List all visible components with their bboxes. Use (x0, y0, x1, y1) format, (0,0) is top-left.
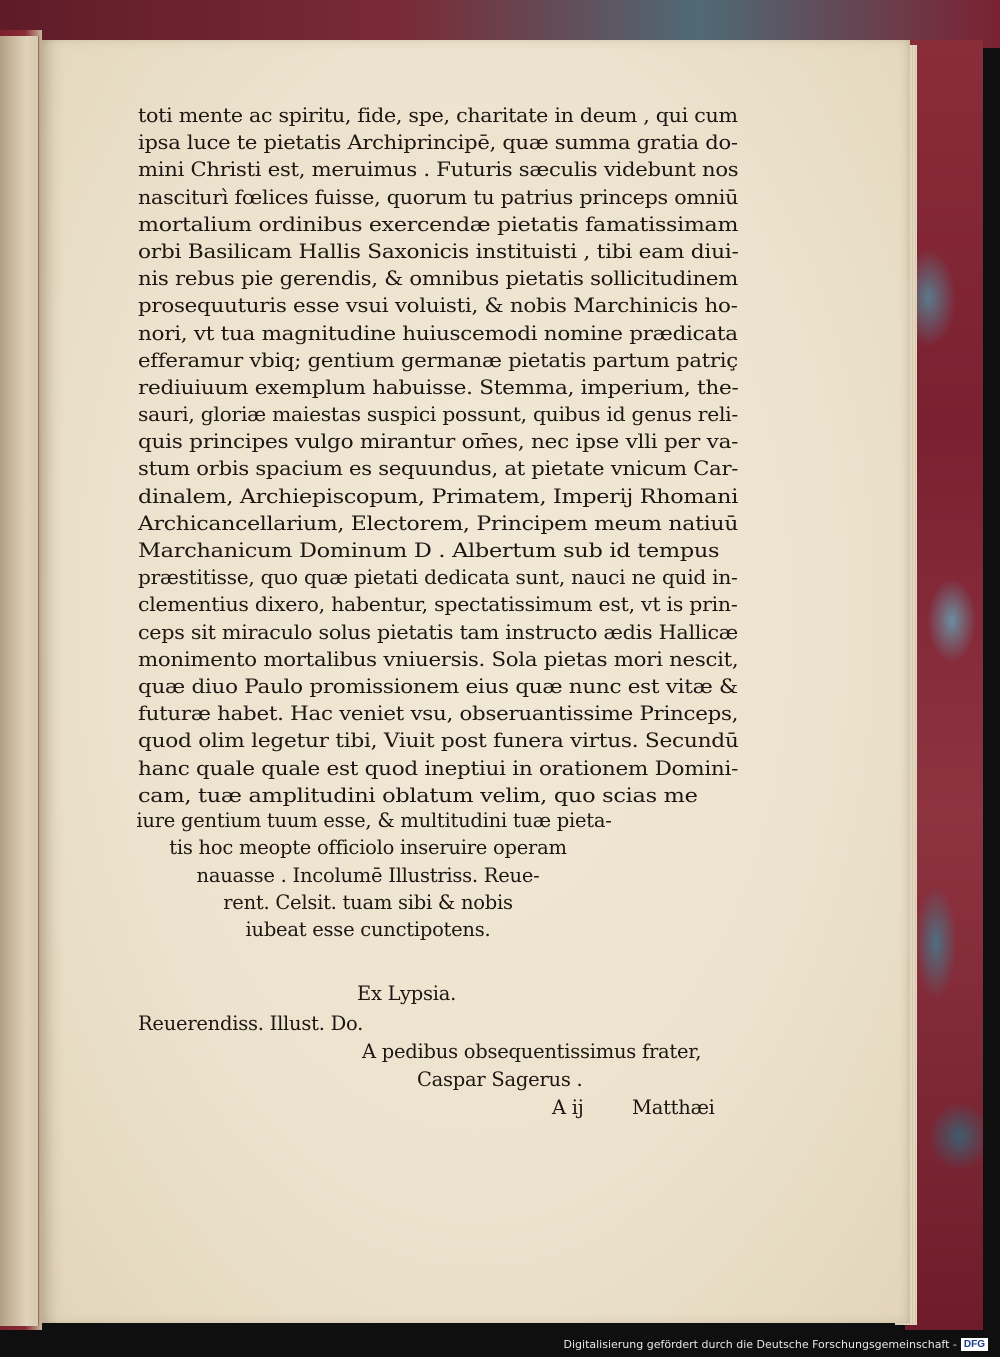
signature-line-1: A pedibus obsequentissimus frater, (362, 1040, 702, 1063)
text-line: ipsa luce te pietatis Archiprincipē, quæ summa gratia do- (138, 131, 738, 155)
text-line: dinalem, Archiepiscopum, Primatem, Imperij Rhomani (138, 484, 739, 508)
text-line: hanc quale quale est quod ineptiui in orationem Domini- (138, 756, 739, 780)
text-line: mini Christi est, meruimus . Futuris sæculis videbunt nos (138, 158, 739, 182)
text-line: quis principes vulgo mirantur om̄es, nec ipse vlli per va- (138, 430, 739, 454)
place-line: Ex Lypsia. (357, 982, 457, 1005)
tapered-line: iure gentium tuum esse, & multitudini tuæ pieta- (136, 809, 612, 833)
text-line: toti mente ac spiritu, fide, spe, charitate in deum , qui cum (138, 104, 738, 127)
salutation: Reuerendiss. Illust. Do. (138, 1012, 364, 1035)
tapered-line: rent. Celsit. tuam sibi & nobis (223, 890, 513, 914)
text-line: nis rebus pie gerendis, & omnibus pietatis sollicitudinem (138, 267, 739, 291)
text-line: sauri, gloriæ maiestas suspici possunt, quibus id genus reli- (138, 403, 738, 427)
tapered-line: nauasse . Incolumē Illustriss. Reue- (196, 863, 540, 887)
text-line: nori, vt tua magnitudine huiuscemodi nomine prædicata (138, 321, 738, 345)
text-line: quod olim legetur tibi, Viuit post funera virtus. Secundū (138, 729, 739, 753)
body-text (138, 102, 738, 809)
text-line: præstitisse, quo quæ pietati dedicata sunt, nauci ne quid in- (138, 566, 738, 590)
text-line: rediuiuum exemplum habuisse. Stemma, imperium, the- (138, 375, 739, 399)
dfg-logo: DFG (961, 1338, 988, 1351)
book-page (42, 40, 910, 1323)
text-line: ceps sit miraculo solus pietatis tam instructo ædis Hallicæ (138, 620, 738, 644)
text-line: futuræ habet. Hac veniet vsu, obseruantissime Princeps, (138, 702, 739, 726)
text-line: monimento mortalibus vniuersis. Sola pietas mori nescit, (138, 647, 739, 671)
text-line: cam, tuæ amplitudini oblatum velim, quo scias me (138, 783, 698, 807)
signature-line-2: Caspar Sagerus . (417, 1068, 583, 1091)
text-line: nasciturì fœlices fuisse, quorum tu patrius princeps omniū (138, 185, 739, 209)
text-line: orbi Basilicam Hallis Saxonicis instituisti , tibi eam diui- (138, 239, 739, 263)
text-line: quæ diuo Paulo promissionem eius quæ nunc est vitæ & (138, 674, 738, 698)
catchword: Matthæi (632, 1096, 715, 1119)
text-line: mortalium ordinibus exercendæ pietatis famatissimam (138, 212, 739, 236)
tapered-line: iubeat esse cunctipotens. (245, 918, 491, 941)
credit-text: Digitalisierung gefördert durch die Deutsche Forschungsgemeinschaft - (563, 1338, 957, 1351)
text-line: efferamur vbiq; gentium germanæ pietatis partum patriç (138, 348, 738, 372)
text-line: Archicancellarium, Electorem, Principem meum natiuū (138, 511, 739, 535)
text-line: stum orbis spacium es sequundus, at pietate vnicum Car- (138, 457, 739, 481)
tapered-line: tis hoc meopte officiolo inseruire operam (169, 836, 567, 860)
signature-mark: A ij (552, 1096, 584, 1119)
text-line: prosequuturis esse vsui voluisti, & nobis Marchinicis ho- (138, 294, 738, 318)
facing-page-edge (0, 36, 39, 1326)
digitization-credit (564, 1338, 989, 1351)
text-line: Marchanicum Dominum D . Albertum sub id tempus (138, 539, 720, 562)
text-line: clementius dixero, habentur, spectatissimum est, vt is prin- (138, 593, 738, 617)
